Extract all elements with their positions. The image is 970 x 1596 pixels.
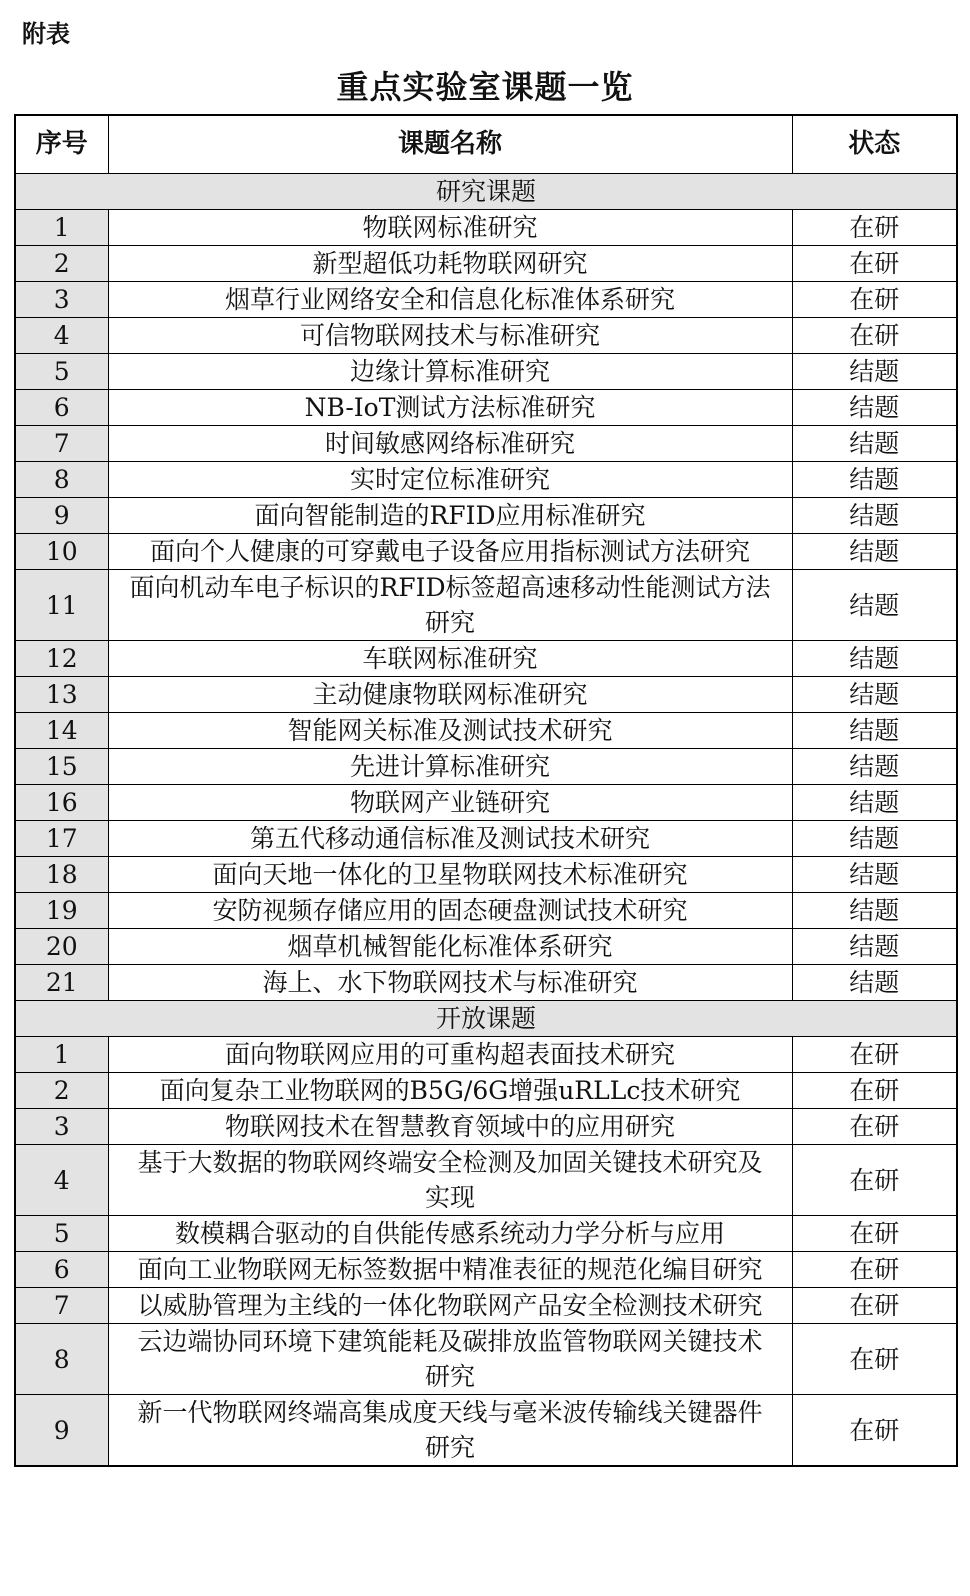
table-row <box>15 1145 957 1216</box>
row-status: 结题 <box>792 749 957 785</box>
row-number: 4 <box>15 1145 108 1216</box>
row-number: 2 <box>15 1073 108 1109</box>
table-row <box>15 749 957 785</box>
row-topic-name: NB-IoT测试方法标准研究 <box>108 390 792 426</box>
table-header-row <box>15 115 957 174</box>
row-topic-name: 以威胁管理为主线的一体化物联网产品安全检测技术研究 <box>108 1288 792 1324</box>
row-number: 3 <box>15 1109 108 1145</box>
row-status: 结题 <box>792 929 957 965</box>
table-row <box>15 1252 957 1288</box>
row-status: 结题 <box>792 570 957 641</box>
row-topic-name: 物联网标准研究 <box>108 210 792 246</box>
row-number: 9 <box>15 1395 108 1467</box>
table-row <box>15 570 957 641</box>
row-status: 在研 <box>792 1288 957 1324</box>
header-status: 状态 <box>792 115 957 174</box>
row-topic-name: 烟草行业网络安全和信息化标准体系研究 <box>108 282 792 318</box>
page-title: 重点实验室课题一览 <box>336 68 634 106</box>
table-row <box>15 677 957 713</box>
table-row <box>15 354 957 390</box>
row-number: 7 <box>15 1288 108 1324</box>
header-no: 序号 <box>15 115 108 174</box>
row-number: 7 <box>15 426 108 462</box>
row-status: 结题 <box>792 498 957 534</box>
row-topic-name: 海上、水下物联网技术与标准研究 <box>108 965 792 1001</box>
row-number: 17 <box>15 821 108 857</box>
row-number: 19 <box>15 893 108 929</box>
row-topic-name: 主动健康物联网标准研究 <box>108 677 792 713</box>
row-topic-name: 新一代物联网终端高集成度天线与毫米波传输线关键器件研究 <box>108 1395 792 1467</box>
table-row <box>15 821 957 857</box>
row-status: 在研 <box>792 1324 957 1395</box>
row-status: 结题 <box>792 821 957 857</box>
table-row <box>15 713 957 749</box>
row-topic-name: 可信物联网技术与标准研究 <box>108 318 792 354</box>
table-row <box>15 1073 957 1109</box>
header-name: 课题名称 <box>108 115 792 174</box>
row-number: 15 <box>15 749 108 785</box>
table-row <box>15 1216 957 1252</box>
table-row <box>15 1395 957 1467</box>
row-number: 6 <box>15 1252 108 1288</box>
row-number: 4 <box>15 318 108 354</box>
row-topic-name: 智能网关标准及测试技术研究 <box>108 713 792 749</box>
table-row <box>15 1037 957 1073</box>
table-row <box>15 534 957 570</box>
row-number: 1 <box>15 210 108 246</box>
row-topic-name: 烟草机械智能化标准体系研究 <box>108 929 792 965</box>
row-topic-name: 车联网标准研究 <box>108 641 792 677</box>
row-number: 11 <box>15 570 108 641</box>
row-topic-name: 时间敏感网络标准研究 <box>108 426 792 462</box>
table-row <box>15 498 957 534</box>
row-status: 结题 <box>792 893 957 929</box>
row-status: 在研 <box>792 210 957 246</box>
row-status: 结题 <box>792 965 957 1001</box>
row-topic-name: 物联网产业链研究 <box>108 785 792 821</box>
table-row <box>15 641 957 677</box>
row-topic-name: 面向复杂工业物联网的B5G/6G增强uRLLc技术研究 <box>108 1073 792 1109</box>
table-row <box>15 857 957 893</box>
row-number: 9 <box>15 498 108 534</box>
row-status: 在研 <box>792 246 957 282</box>
row-topic-name: 第五代移动通信标准及测试技术研究 <box>108 821 792 857</box>
row-topic-name: 云边端协同环境下建筑能耗及碳排放监管物联网关键技术研究 <box>108 1324 792 1395</box>
row-status: 结题 <box>792 390 957 426</box>
row-number: 21 <box>15 965 108 1001</box>
row-status: 结题 <box>792 534 957 570</box>
table-row <box>15 965 957 1001</box>
table-row <box>15 426 957 462</box>
row-status: 结题 <box>792 641 957 677</box>
row-topic-name: 面向工业物联网无标签数据中精准表征的规范化编目研究 <box>108 1252 792 1288</box>
row-topic-name: 实时定位标准研究 <box>108 462 792 498</box>
row-status: 在研 <box>792 282 957 318</box>
table-row <box>15 462 957 498</box>
row-number: 5 <box>15 1216 108 1252</box>
row-topic-name: 安防视频存储应用的固态硬盘测试技术研究 <box>108 893 792 929</box>
row-status: 结题 <box>792 426 957 462</box>
table-row <box>15 390 957 426</box>
row-topic-name: 面向智能制造的RFID应用标准研究 <box>108 498 792 534</box>
row-topic-name: 面向物联网应用的可重构超表面技术研究 <box>108 1037 792 1073</box>
row-status: 结题 <box>792 354 957 390</box>
table-row <box>15 1109 957 1145</box>
row-number: 10 <box>15 534 108 570</box>
row-topic-name: 先进计算标准研究 <box>108 749 792 785</box>
section-header-row <box>15 174 957 210</box>
row-status: 在研 <box>792 1037 957 1073</box>
section-title: 开放课题 <box>15 1001 957 1037</box>
row-number: 16 <box>15 785 108 821</box>
row-status: 结题 <box>792 713 957 749</box>
table-row <box>15 785 957 821</box>
section-header-row <box>15 1001 957 1037</box>
row-number: 3 <box>15 282 108 318</box>
row-topic-name: 面向机动车电子标识的RFID标签超高速移动性能测试方法研究 <box>108 570 792 641</box>
row-topic-name: 面向天地一体化的卫星物联网技术标准研究 <box>108 857 792 893</box>
row-status: 在研 <box>792 318 957 354</box>
row-number: 12 <box>15 641 108 677</box>
row-status: 结题 <box>792 785 957 821</box>
row-number: 20 <box>15 929 108 965</box>
appendix-label: 附表 <box>22 20 70 48</box>
section-title: 研究课题 <box>15 174 957 210</box>
row-number: 5 <box>15 354 108 390</box>
row-number: 8 <box>15 462 108 498</box>
row-topic-name: 物联网技术在智慧教育领域中的应用研究 <box>108 1109 792 1145</box>
row-number: 14 <box>15 713 108 749</box>
row-number: 13 <box>15 677 108 713</box>
row-number: 2 <box>15 246 108 282</box>
row-topic-name: 基于大数据的物联网终端安全检测及加固关键技术研究及实现 <box>108 1145 792 1216</box>
table-row <box>15 282 957 318</box>
table-row <box>15 1288 957 1324</box>
table-row <box>15 1324 957 1395</box>
row-topic-name: 新型超低功耗物联网研究 <box>108 246 792 282</box>
row-status: 在研 <box>792 1073 957 1109</box>
row-number: 18 <box>15 857 108 893</box>
row-status: 在研 <box>792 1145 957 1216</box>
table-body <box>15 174 957 1467</box>
row-topic-name: 面向个人健康的可穿戴电子设备应用指标测试方法研究 <box>108 534 792 570</box>
row-number: 6 <box>15 390 108 426</box>
row-status: 在研 <box>792 1252 957 1288</box>
row-status: 在研 <box>792 1109 957 1145</box>
row-number: 1 <box>15 1037 108 1073</box>
row-status: 结题 <box>792 677 957 713</box>
table-row <box>15 210 957 246</box>
row-topic-name: 数模耦合驱动的自供能传感系统动力学分析与应用 <box>108 1216 792 1252</box>
row-status: 在研 <box>792 1395 957 1467</box>
topics-table <box>14 114 958 1467</box>
table-row <box>15 893 957 929</box>
row-topic-name: 边缘计算标准研究 <box>108 354 792 390</box>
row-status: 结题 <box>792 857 957 893</box>
table-row <box>15 929 957 965</box>
row-status: 在研 <box>792 1216 957 1252</box>
table-row <box>15 318 957 354</box>
row-status: 结题 <box>792 462 957 498</box>
table-row <box>15 246 957 282</box>
row-number: 8 <box>15 1324 108 1395</box>
